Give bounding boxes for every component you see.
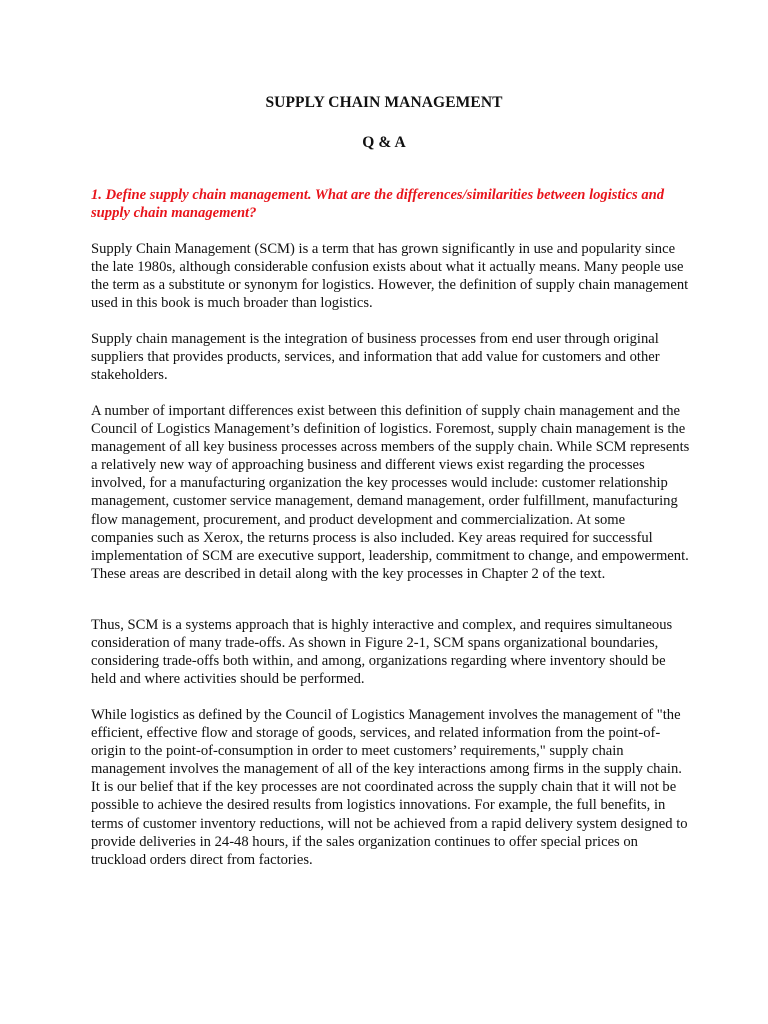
document-title: SUPPLY CHAIN MANAGEMENT xyxy=(265,94,503,111)
answer-paragraph-3: A number of important differences exist between this definition of supply chain management and the Council of Logistics Management’s definition of logistics. Foremost, supply chain management is the management of all key business processes across members of the supply chain. While SCM represents a relatively new way of approaching business and different views exist regarding the processes involved, for a manufacturing organization the key processes would include: customer relationship management, customer service management, demand management, order fulfillment, manufacturing flow management, procurement, and product development and commercialization. At some companies such as Xerox, the returns process is also included. Key areas required for successful implementation of SCM are executive support, leadership, commitment to change, and empowerment. These areas are described in detail along with the key processes in Chapter 2 of the text. xyxy=(91,403,690,582)
document-subtitle: Q & A xyxy=(362,134,406,151)
answer-paragraph-5: While logistics as defined by the Council of Logistics Management involves the management of "the efficient, effective flow and storage of goods, services, and related information from the point-of-origin to the point-of-consumption in order to meet customers’ requirements," supply chain management involves the management of all of the key interactions among firms in the supply chain. It is our belief that if the key processes are not coordinated across the supply chain that it will not be possible to achieve the desired results from logistics innovations. For example, the full benefits, in terms of customer inventory reductions, will not be achieved from a rapid delivery system designed to provide deliveries in 24-48 hours, if the sales organization continues to offer special prices on truckload orders direct from factories. xyxy=(91,707,688,868)
answer-paragraph-2: Supply chain management is the integration of business processes from end user through original suppliers that provides products, services, and information that add value for customers and other stakeholders. xyxy=(91,331,660,384)
answer-paragraph-1: Supply Chain Management (SCM) is a term that has grown significantly in use and popularity since the late 1980s, although considerable confusion exists about what it actually means. Many people use the term as a substitute or synonym for logistics. However, the definition of supply chain management used in this book is much broader than logistics. xyxy=(91,241,689,312)
answer-paragraph-4: Thus, SCM is a systems approach that is highly interactive and complex, and requires simultaneous consideration of many trade-offs. As shown in Figure 2-1, SCM spans organizational boundaries, considering trade-offs both within, and among, organizations regarding where inventory should be held and where activities should be performed. xyxy=(91,617,673,688)
question-heading: 1. Define supply chain management. What are the differences/similarities between logistics and supply chain management? xyxy=(91,187,665,221)
